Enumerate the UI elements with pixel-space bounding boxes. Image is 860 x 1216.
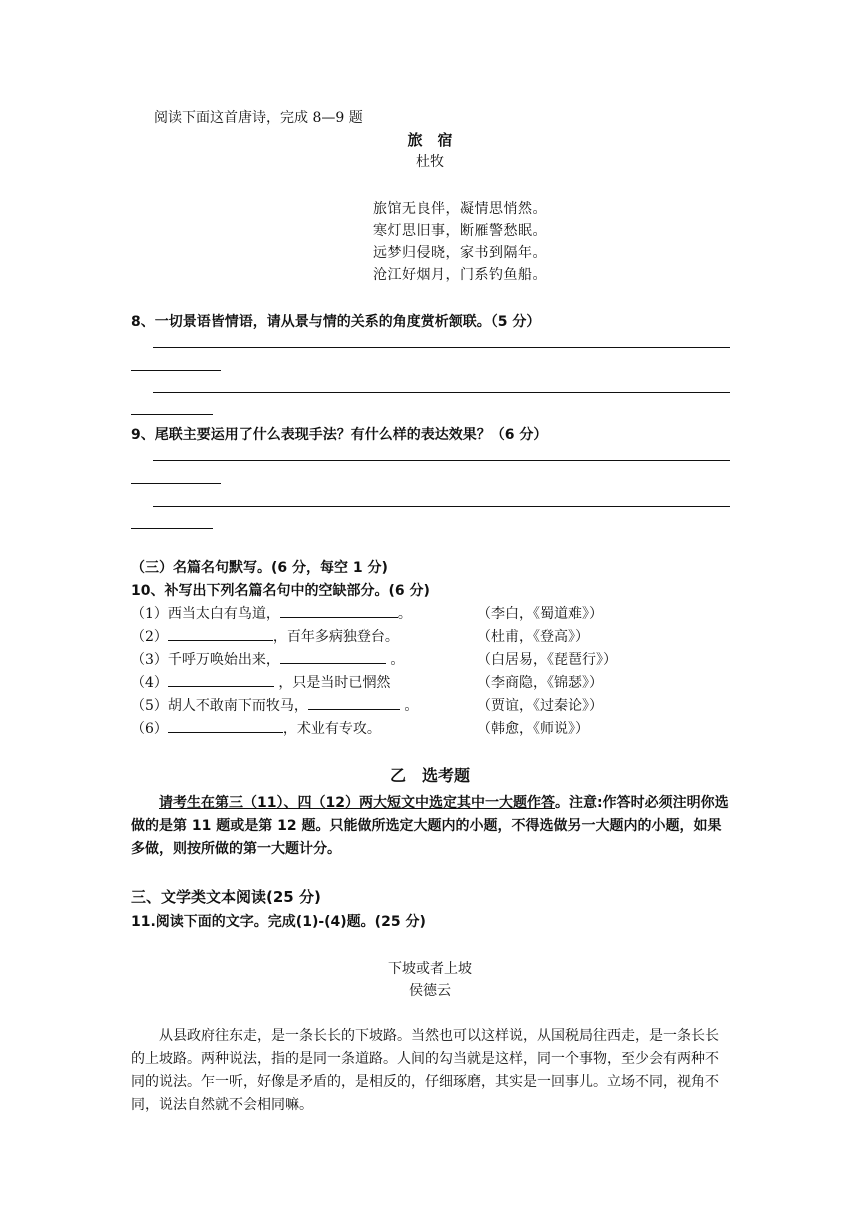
story-author: 侯德云 xyxy=(409,983,451,999)
item-after: 。 xyxy=(397,606,412,622)
fill-item-6 xyxy=(131,718,381,738)
section-yi-heading: 乙 选考题 xyxy=(389,766,470,785)
fill-blank[interactable] xyxy=(280,649,386,664)
instructions-rest: 。注意:作答时必须注明你选做的是第 11 题或是第 12 题。只能做所选定大题内的小题，不得选做另一大题内的小题，如果多做，则按所做的第一大题计分。 xyxy=(131,795,729,857)
reading-intro: 阅读下面这首唐诗，完成 8—9 题 xyxy=(154,110,363,126)
item-after: 。 xyxy=(385,652,405,668)
answer-line[interactable] xyxy=(131,483,221,484)
item-source: （李商隐，《锦瑟》） xyxy=(477,675,603,691)
item-after: 。 xyxy=(399,698,419,714)
poem-title: 旅 宿 xyxy=(407,131,453,149)
fill-blank[interactable] xyxy=(280,603,398,618)
instructions xyxy=(131,792,731,861)
poem-line: 沧江好烟月，门系钓鱼船。 xyxy=(373,267,547,283)
item-before: 胡人不敢南下而牧马， xyxy=(167,698,308,714)
poem-line: 寒灯思旧事，断雁警愁眠。 xyxy=(373,223,547,239)
item-number: （2） xyxy=(131,629,168,645)
answer-line[interactable] xyxy=(131,528,213,529)
poem-author: 杜牧 xyxy=(416,154,444,170)
item-source: （贾谊，《过秦论》） xyxy=(477,698,603,714)
item-source: （韩愈，《师说》） xyxy=(477,721,589,737)
item-after: ，术业有专攻。 xyxy=(282,721,381,737)
fill-item-4 xyxy=(131,672,390,692)
fill-item-2 xyxy=(131,626,399,646)
section-heading: （三）名篇名句默写。(6 分，每空 1 分) xyxy=(131,560,388,576)
poem-line: 旅馆无良伴，凝情思悄然。 xyxy=(373,201,547,217)
part3-heading: 三、文学类文本阅读(25 分) xyxy=(131,888,321,906)
story-title: 下坡或者上坡 xyxy=(388,961,472,977)
poem-line: 远梦归侵晓，家书到隔年。 xyxy=(373,245,547,261)
item-number: （5） xyxy=(131,698,168,714)
fill-blank[interactable] xyxy=(168,626,273,641)
question-9: 9、尾联主要运用了什么表现手法？有什么样的表达效果？（6 分） xyxy=(131,427,548,443)
item-source: （白居易，《琵琶行》） xyxy=(477,652,617,668)
answer-line[interactable] xyxy=(153,392,730,393)
answer-line[interactable] xyxy=(131,414,213,415)
answer-line[interactable] xyxy=(153,460,730,461)
fill-item-3 xyxy=(131,649,404,669)
answer-line[interactable] xyxy=(131,370,221,371)
item-after: ，百年多病独登台。 xyxy=(272,629,399,645)
item-number: （4） xyxy=(131,675,168,691)
story-paragraph: 从县政府往东走，是一条长长的下坡路。当然也可以这样说，从国税局往西走，是一条长长的上坡路。两种说法，指的是同一条道路。人间的勾当就是这样，同一个事物，至少会有两种不同的说法。乍一听，好像是矛盾的，是相反的，仔细琢磨，其实是一回事儿。立场不同，视角不同，说法自然就不会相同嘛。 xyxy=(131,1028,719,1113)
item-number: （3） xyxy=(131,652,168,668)
answer-line[interactable] xyxy=(153,347,730,348)
item-after: ，只是当时已惘然 xyxy=(273,675,391,691)
item-before: 千呼万唤始出来， xyxy=(167,652,280,668)
question-8: 8、一切景语皆情语，请从景与情的关系的角度赏析颔联。（5 分） xyxy=(131,314,541,330)
fill-item-1 xyxy=(131,603,412,623)
item-number: （1） xyxy=(131,606,168,622)
fill-blank[interactable] xyxy=(308,695,400,710)
fill-item-5 xyxy=(131,695,418,715)
item-number: （6） xyxy=(131,721,168,737)
question-11: 11.阅读下面的文字。完成(1)-(4)题。(25 分) xyxy=(131,914,426,930)
item-source: （杜甫，《登高》） xyxy=(477,629,589,645)
item-before: 西当太白有鸟道， xyxy=(167,606,280,622)
fill-blank[interactable] xyxy=(168,718,283,733)
instructions-underlined: 请考生在第三（11）、四（12）两大短文中选定其中一大题作答 xyxy=(159,795,555,811)
fill-blank[interactable] xyxy=(168,672,274,687)
question-10: 10、补写出下列名篇名句中的空缺部分。(6 分) xyxy=(131,583,430,599)
item-source: （李白，《蜀道难》） xyxy=(477,606,603,622)
answer-line[interactable] xyxy=(153,506,730,507)
